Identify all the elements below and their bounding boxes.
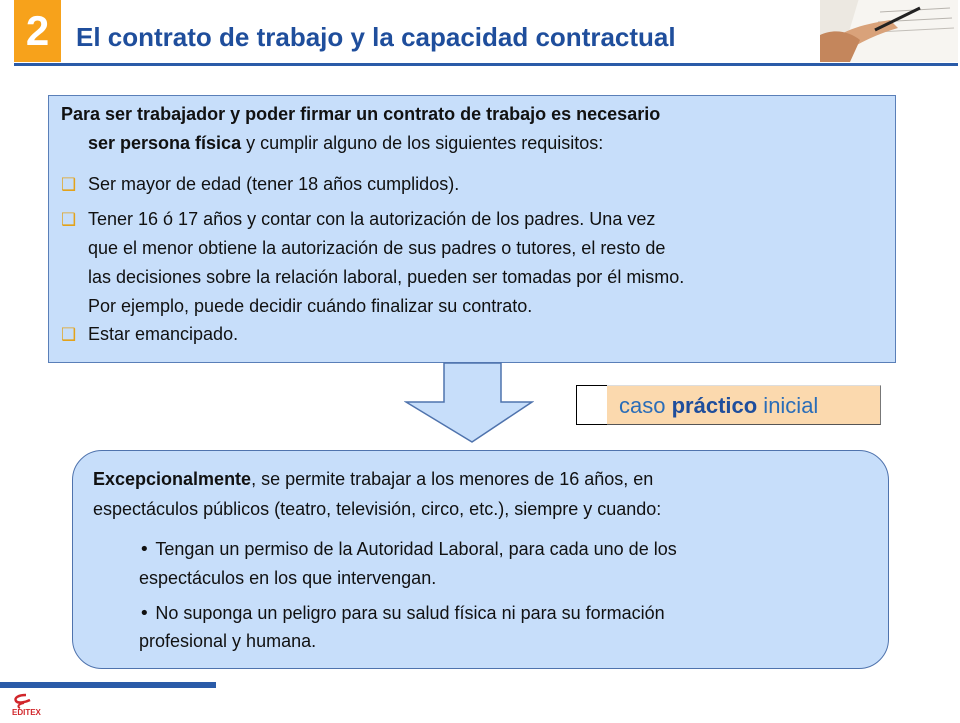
footer-divider	[0, 682, 216, 688]
requirement-item	[61, 205, 76, 235]
requirement-text: Tener 16 ó 17 años y contar con la autorización de los padres. Una vez	[88, 209, 656, 229]
requirement-text: que el menor obtiene la autorización de sus padres o tutores, el resto de	[88, 238, 666, 258]
chapter-number-badge	[14, 0, 61, 62]
requirements-box	[48, 95, 896, 363]
caso-practico-marker	[576, 385, 607, 425]
requirement-item	[61, 170, 76, 200]
exceptions-line2: espectáculos públicos (teatro, televisión, circo, etc.), siempre y cuando:	[93, 499, 662, 519]
caso-practico-bold: práctico	[671, 393, 758, 418]
checkbox-bullet-icon: ❑	[61, 175, 77, 195]
condition-text: profesional y humana.	[139, 631, 317, 651]
down-arrow-icon	[404, 362, 534, 449]
exceptions-box	[72, 450, 889, 669]
caso-practico-pre: caso	[619, 393, 672, 418]
page-title: El contrato de trabajo y la capacidad contractual	[76, 22, 676, 52]
caso-practico-button[interactable]	[576, 385, 881, 425]
requirement-text: Por ejemplo, puede decidir cuándo finalizar su contrato.	[88, 296, 533, 316]
dot-bullet-icon: •	[139, 539, 156, 560]
requirement-text: Ser mayor de edad (tener 18 años cumplidos).	[88, 174, 460, 194]
exceptions-lead	[93, 465, 653, 493]
chapter-number: 2	[25, 7, 50, 54]
checkbox-bullet-icon: ❑	[61, 210, 77, 230]
requirement-text: las decisiones sobre la relación laboral, pueden ser tomadas por él mismo.	[88, 267, 685, 287]
requirements-intro-rest: y cumplir alguno de los siguientes requisitos:	[241, 133, 604, 153]
caso-practico-label	[619, 393, 818, 419]
condition-item	[139, 599, 665, 628]
requirements-intro-line2	[88, 129, 603, 158]
caso-practico-post: inicial	[757, 393, 819, 418]
requirement-item	[61, 320, 76, 350]
editex-logo-text: EDITEX	[12, 708, 41, 717]
condition-item	[139, 535, 677, 564]
condition-text: Tengan un permiso de la Autoridad Laboral, para cada uno de los	[155, 539, 677, 559]
requirements-intro: Para ser trabajador y poder firmar un contrato de trabajo es necesario	[61, 104, 661, 124]
exceptions-lead-rest: , se permite trabajar a los menores de 16 años, en	[251, 469, 654, 489]
header-divider	[14, 63, 958, 66]
condition-text: espectáculos en los que intervengan.	[139, 568, 437, 588]
checkbox-bullet-icon: ❑	[61, 325, 77, 345]
condition-text: No suponga un peligro para su salud física ni para su formación	[155, 603, 665, 623]
requirement-text: Estar emancipado.	[88, 324, 239, 344]
signing-photo	[820, 0, 958, 62]
excepcionalmente-emphasis: Excepcionalmente	[93, 469, 252, 489]
editex-logo	[4, 692, 48, 723]
dot-bullet-icon: •	[139, 603, 156, 624]
persona-fisica-emphasis: ser persona física	[88, 133, 242, 153]
